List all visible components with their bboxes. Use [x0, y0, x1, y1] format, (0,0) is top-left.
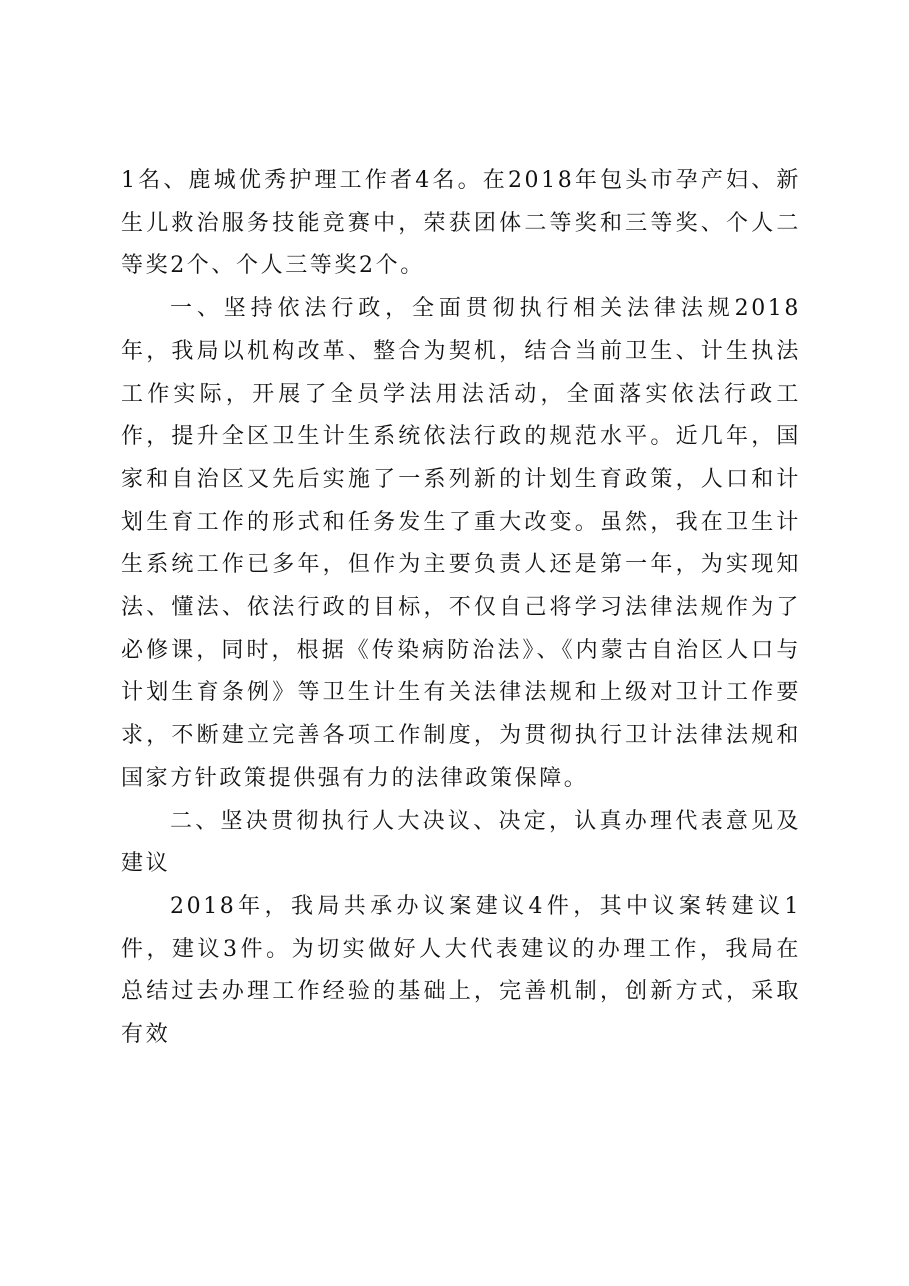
paragraph-rule-of-law: 一、坚持依法行政，全面贯彻执行相关法律法规2018年，我局以机构改革、整合为契机，结合当前卫生、计生执法工作实际，开展了全员学法用法活动，全面落实依法行政工作，提升全区卫生计生系统依法行政的规范水平。近几年，国家和自治区又先后实施了一系列新的计划生育政策，人口和计划生育工作的形式和任务发生了重大改变。虽然，我在卫生计生系统工作已多年，但作为主要负责人还是第一年，为实现知法、懂法、依法行政的目标，不仅自己将学习法律法规作为了必修课，同时，根据《传染病防治法》、《内蒙古自治区人口与计划生育条例》等卫生计生有关法律法规和上级对卫计工作要求，不断建立完善各项工作制度，为贯彻执行卫计法律法规和国家方针政策提供强有力的法律政策保障。 [121, 296, 801, 791]
document-body [121, 160, 801, 1057]
paragraph-proposals: 2018年，我局共承办议案建议4件，其中议案转建议1件，建议3件。为切实做好人大代表建议的办理工作，我局在总结过去办理工作经验的基础上，完善机制，创新方式，采取有效 [121, 893, 801, 1048]
paragraph-awards: 1名、鹿城优秀护理工作者4名。在2018年包头市孕产妇、新生儿救治服务技能竞赛中，荣获团体二等奖和三等奖、个人二等奖2个、个人三等奖2个。 [121, 168, 801, 279]
paragraph-heading-npc-resolutions: 二、坚决贯彻执行人大决议、决定，认真办理代表意见及建议 [121, 808, 801, 877]
